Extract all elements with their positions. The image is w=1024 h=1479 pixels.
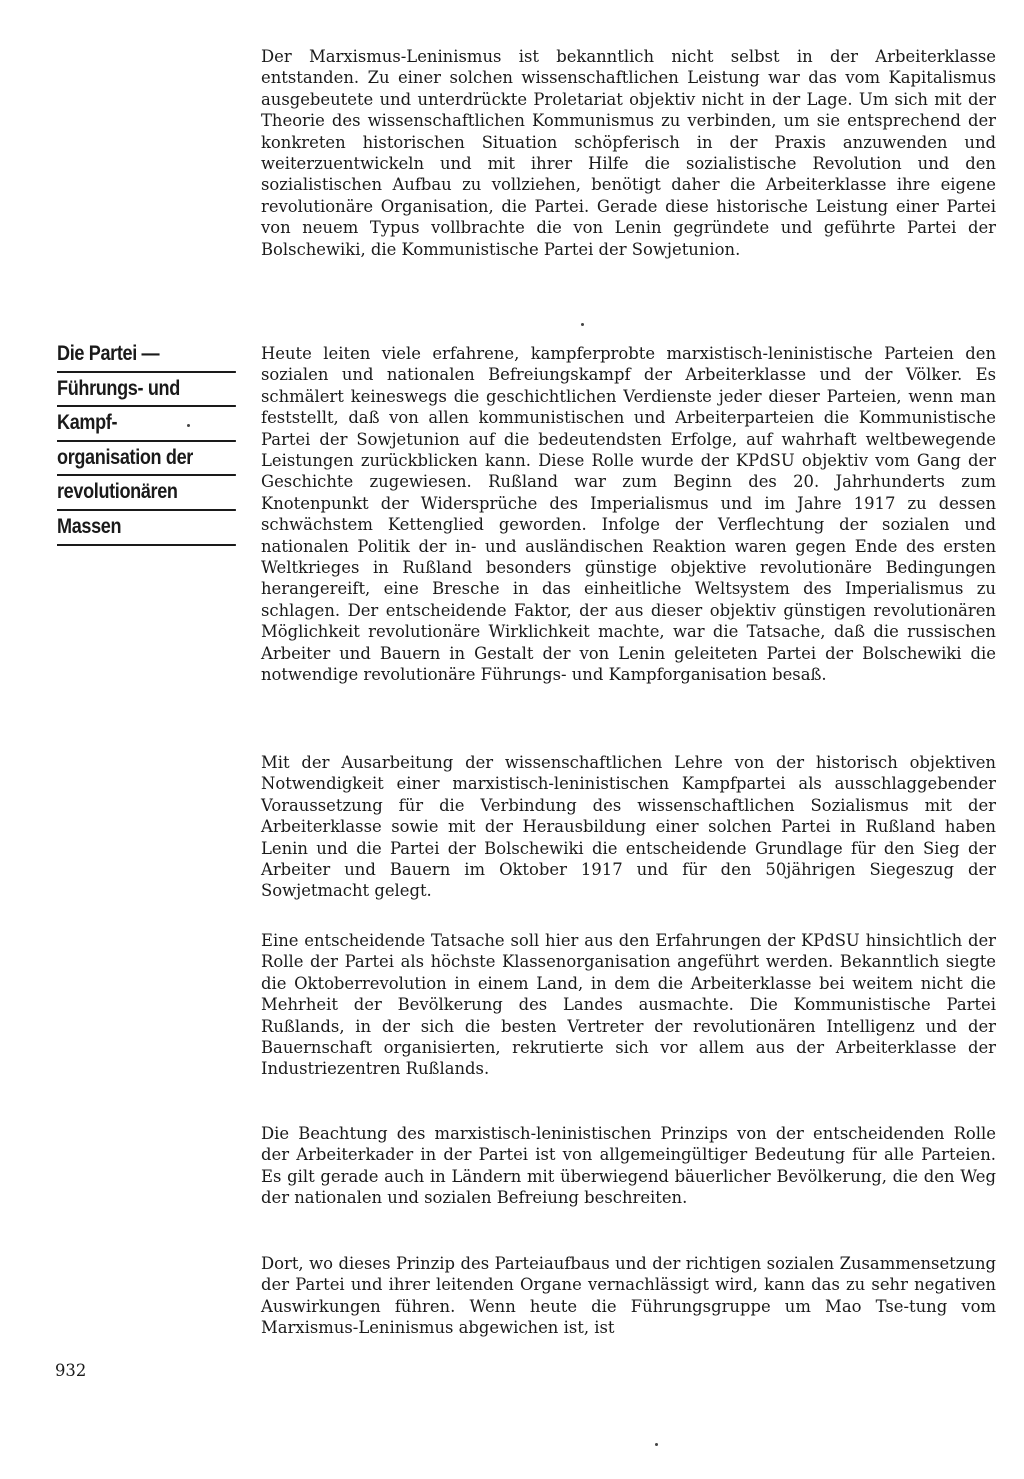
scan-speck <box>655 1443 658 1446</box>
scan-speck <box>581 323 584 326</box>
section-heading-line: organisation der <box>57 442 236 477</box>
section-heading <box>57 338 237 546</box>
scan-speck <box>187 424 190 427</box>
section-heading-line: Massen <box>57 511 236 546</box>
body-paragraph: Dort, wo dieses Prinzip des Parteiaufbaus und der richtigen sozialen Zusammensetzung der Partei und ihrer leitenden Organe vernachlässigt wird, kann das zu sehr negativen Auswirkungen führen. Wenn heute die Führungsgruppe um Mao Tse-tung vom Marxismus-Leninismus abgewichen ist, ist <box>261 1254 996 1338</box>
section-heading-line: Die Partei — <box>57 338 236 373</box>
page-number: 932 <box>55 1361 87 1380</box>
section-heading-line: revolutionären <box>57 476 236 511</box>
section-heading-line: Führungs- und <box>57 373 236 408</box>
body-paragraph: Eine entscheidende Tatsache soll hier aus den Erfahrungen der KPdSU hinsichtlich der Rolle der Partei als höchste Klassenorganisation angeführt werden. Bekanntlich siegte die Oktoberrevolution in einem Land, in dem die Arbeiterklasse bei weitem nicht die Mehrheit der Bevölkerung des Landes ausmachte. Die Kommunistische Partei Rußlands, in der sich die besten Vertreter der revolutionären Intelligenz und der Bauernschaft organisierten, rekrutierte sich vor allem aus der Arbeiterklasse der Industriezentren Rußlands. <box>261 931 996 1079</box>
body-paragraph: Heute leiten viele erfahrene, kampferprobte marxistisch-leninistische Parteien den sozialen und nationalen Befreiungskampf der Arbeiterklasse und der Völker. Es schmälert keineswegs die geschichtlichen Verdienste jeder dieser Parteien, wenn man feststellt, daß von allen kommunistischen und Arbeiterparteien die Kommunistische Partei der Sowjetunion auf die bedeutendsten Erfolge, auf wahrhaft weltbewegende Leistungen zurückblicken kann. Diese Rolle wurde der KPdSU objektiv vom Gang der Geschichte zugewiesen. Rußland war zum Beginn des 20. Jahrhunderts zum Knotenpunkt der Widersprüche des Imperialismus und im Jahre 1917 zu dessen schwächstem Kettenglied geworden. Infolge der Verflechtung der sozialen und nationalen Politik der in- und ausländischen Reaktion waren gegen Ende des ersten Weltkrieges in Rußland besonders günstige objektive revolutionäre Bedingungen herangereift, eine Bresche in das einheitliche Weltsystem des Imperialismus zu schlagen. Der entscheidende Faktor, der aus dieser objektiv günstigen revolutionären Möglichkeit revolutionäre Wirklichkeit machte, war die Tatsache, daß die russischen Arbeiter und Bauern in Gestalt der von Lenin geleiteten Partei der Bolschewiki die notwendige revolutionäre Führungs- und Kampforganisation besaß. <box>261 344 996 685</box>
body-paragraph: Die Beachtung des marxistisch-leninistischen Prinzips von der entscheidenden Rolle der Arbeiterkader in der Partei ist von allgemeingültiger Bedeutung für alle Parteien. Es gilt gerade auch in Ländern mit überwiegend bäuerlicher Bevölkerung, die den Weg der nationalen und sozialen Befreiung beschreiten. <box>261 1124 996 1208</box>
body-paragraph: Mit der Ausarbeitung der wissenschaftlichen Lehre von der historisch objektiven Notwendigkeit einer marxistisch-leninistischen Kampfpartei als ausschlaggebender Voraussetzung für die Verbindung des wissenschaftlichen Sozialismus mit der Arbeiterklasse sowie mit der Herausbildung einer solchen Partei in Rußland haben Lenin und die Partei der Bolschewiki die entscheidende Grundlage für den Sieg der Arbeiter und Bauern im Oktober 1917 und für den 50jährigen Siegeszug der Sowjetmacht gelegt. <box>261 753 996 901</box>
section-heading-line: Kampf- <box>57 407 236 442</box>
intro-paragraph: Der Marxismus-Leninismus ist bekanntlich nicht selbst in der Arbeiterklasse entstanden. Zu einer solchen wissenschaftlichen Leistung war das vom Kapitalismus ausgebeutete und unterdrückte Proletariat objektiv nicht in der Lage. Um sich mit der Theorie des wissenschaftlichen Kommunismus zu verbinden, um sie entsprechend der konkreten historischen Situation schöpferisch in der Praxis anzuwenden und weiterzuentwickeln und mit ihrer Hilfe die sozialistische Revolution und den sozialistischen Aufbau zu vollziehen, benötigt daher die Arbeiterklasse ihre eigene revolutionäre Organisation, die Partei. Gerade diese historische Leistung einer Partei von neuem Typus vollbrachte die von Lenin gegründete und geführte Partei der Bolschewiki, die Kommunistische Partei der Sowjetunion. <box>261 47 996 259</box>
